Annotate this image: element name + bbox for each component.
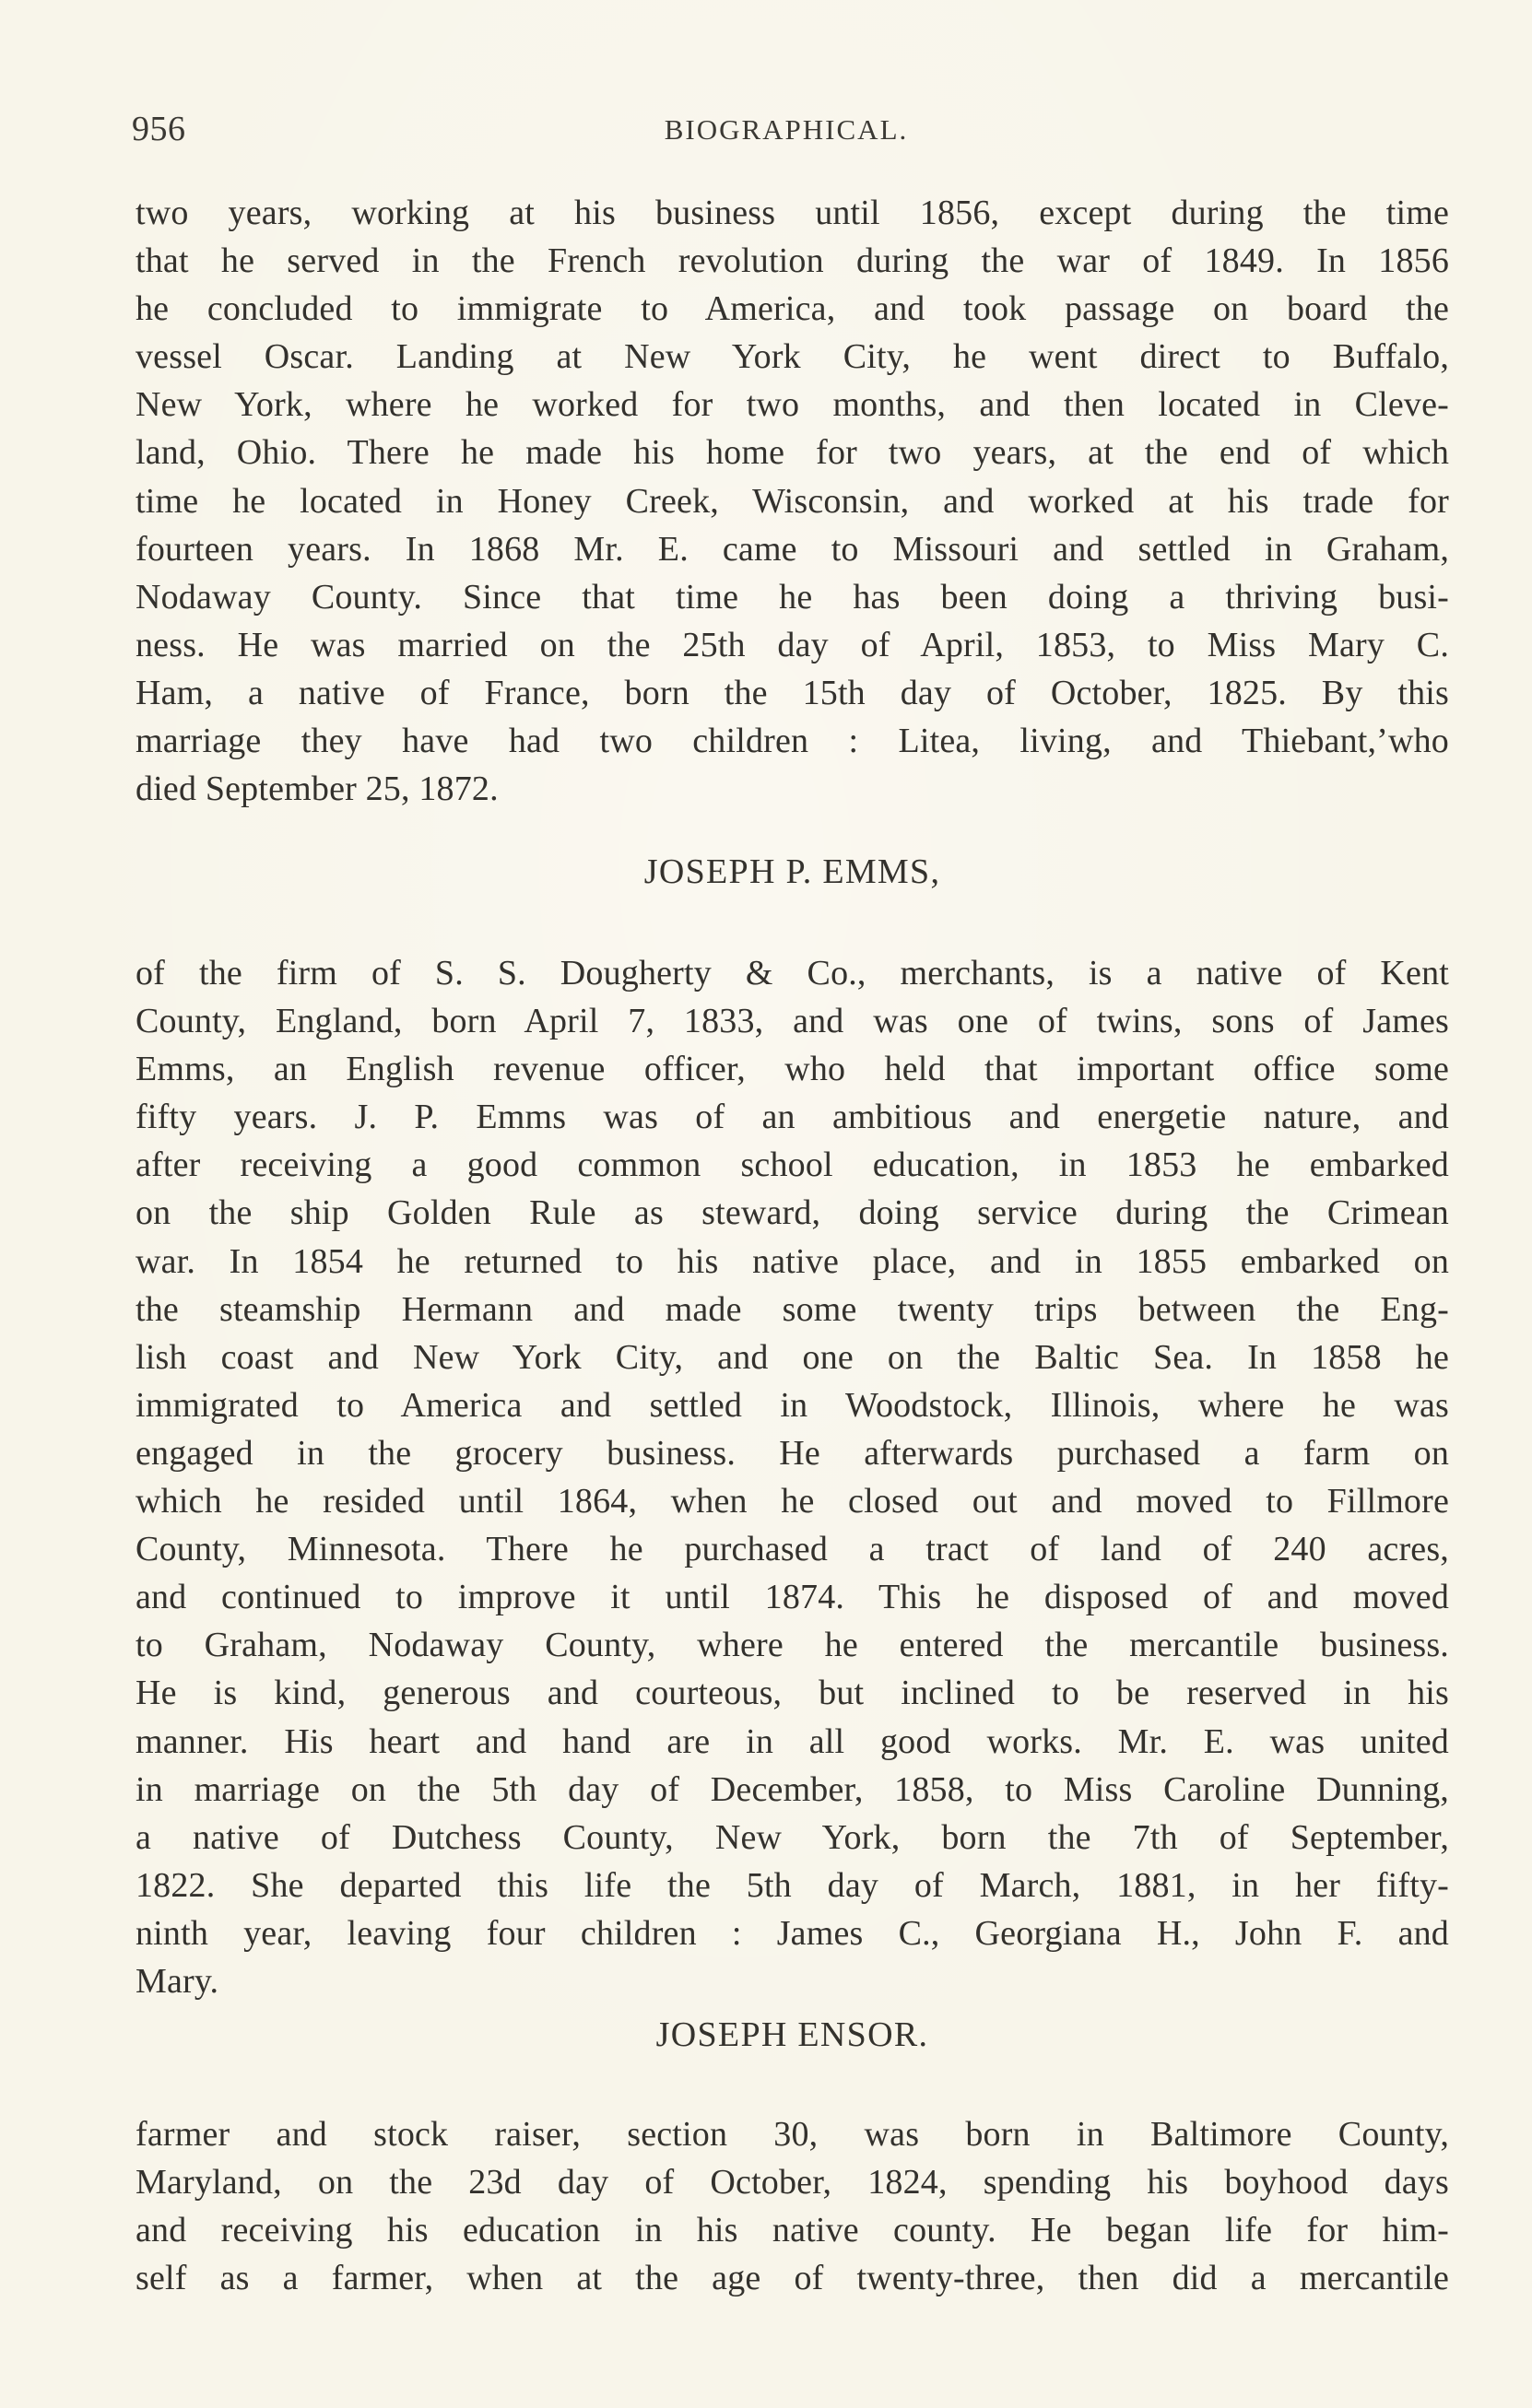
- paragraph-line: on the ship Golden Rule as steward, doing service during the Crimean: [136, 1193, 1449, 1233]
- running-head-title: BIOGRAPHICAL.: [664, 113, 909, 146]
- paragraph-line: Emms, an English revenue officer, who held that important office some: [136, 1050, 1449, 1089]
- paragraph-line: farmer and stock raiser, section 30, was born in Baltimore County,: [136, 2115, 1449, 2154]
- paragraph-line: New York, where he worked for two months, and then located in Cleve-: [136, 385, 1449, 425]
- paragraph-line: which he resided until 1864, when he closed out and moved to Fillmore: [136, 1482, 1449, 1521]
- paragraph-line: and continued to improve it until 1874. This he disposed of and moved: [136, 1578, 1449, 1617]
- paragraph-line: he concluded to immigrate to America, and took passage on board the: [136, 289, 1449, 329]
- paragraph-line: two years, working at his business until 1856, except during the time: [136, 194, 1449, 232]
- paragraph-line: ninth year, leaving four children : James C., Georgiana H., John F. and: [136, 1913, 1449, 1953]
- paragraph-line: He is kind, generous and courteous, but inclined to be reserved in his: [136, 1674, 1449, 1713]
- running-head: [132, 109, 1441, 164]
- paragraph-line: fourteen years. In 1868 Mr. E. came to Missouri and settled in Graham,: [136, 529, 1449, 569]
- entry-heading-emms: JOSEPH P. EMMS,: [643, 852, 941, 891]
- entry-heading-ensor: JOSEPH ENSOR.: [655, 2015, 929, 2054]
- paragraph-line: fifty years. J. P. Emms was of an ambitious and energetie nature, and: [136, 1098, 1449, 1137]
- paragraph-line: a native of Dutchess County, New York, born the 7th of September,: [136, 1817, 1449, 1857]
- paragraph-line: to Graham, Nodaway County, where he entered the mercantile business.: [136, 1626, 1449, 1665]
- paragraph-line: after receiving a good common school education, in 1853 he embarked: [136, 1145, 1449, 1185]
- paragraph-line: Ham, a native of France, born the 15th day of October, 1825. By this: [136, 673, 1449, 712]
- paragraph-line: of the firm of S. S. Dougherty & Co., merchants, is a native of Kent: [136, 954, 1449, 993]
- paragraph-line: in marriage on the 5th day of December, 1858, to Miss Caroline Dunning,: [136, 1769, 1449, 1809]
- paragraph-line: war. In 1854 he returned to his native place, and in 1855 embarked on: [136, 1241, 1449, 1281]
- paragraph-line: engaged in the grocery business. He afterwards purchased a farm on: [136, 1433, 1449, 1473]
- paragraph-line: County, Minnesota. There he purchased a tract of land of 240 acres,: [136, 1530, 1449, 1569]
- paragraph-line: the steamship Hermann and made some twenty trips between the Eng-: [136, 1289, 1449, 1329]
- paragraph-line: vessel Oscar. Landing at New York City, he went direct to Buffalo,: [136, 337, 1449, 377]
- paragraph-line: that he served in the French revolution during the war of 1849. In 1856: [136, 241, 1449, 281]
- paragraph-line: 1822. She departed this life the 5th day of March, 1881, in her fifty-: [136, 1865, 1449, 1905]
- paragraph-line: ness. He was married on the 25th day of April, 1853, to Miss Mary C.: [136, 625, 1449, 664]
- paragraph-line: and receiving his education in his native county. He began life for him-: [136, 2211, 1449, 2250]
- paragraph-line: self as a farmer, when at the age of twenty-three, then did a mercantile: [136, 2259, 1449, 2298]
- paragraph-line: County, England, born April 7, 1833, and was one of twins, sons of James: [136, 1002, 1449, 1041]
- paragraph-line: time he located in Honey Creek, Wisconsin, and worked at his trade for: [136, 481, 1449, 521]
- paragraph-line: immigrated to America and settled in Woodstock, Illinois, where he was: [136, 1385, 1449, 1425]
- paragraph-line: Nodaway County. Since that time he has been doing a thriving busi-: [136, 577, 1449, 617]
- page-number: 956: [132, 110, 186, 148]
- paragraph-line: marriage they have had two children : Litea, living, and Thiebant,’who: [136, 722, 1449, 761]
- paragraph-line: Mary.: [136, 1961, 219, 2001]
- continued-biography-paragraph: [136, 189, 1449, 813]
- emms-biography-paragraph: [136, 949, 1449, 2005]
- paragraph-line: died September 25, 1872.: [136, 769, 499, 809]
- paragraph-line: lish coast and New York City, and one on the Baltic Sea. In 1858 he: [136, 1337, 1449, 1377]
- paragraph-line: land, Ohio. There he made his home for two years, at the end of which: [136, 433, 1449, 473]
- paragraph-line: manner. His heart and hand are in all good works. Mr. E. was united: [136, 1721, 1449, 1761]
- ensor-biography-paragraph: [136, 2110, 1449, 2302]
- paragraph-line: Maryland, on the 23d day of October, 1824, spending his boyhood days: [136, 2163, 1449, 2202]
